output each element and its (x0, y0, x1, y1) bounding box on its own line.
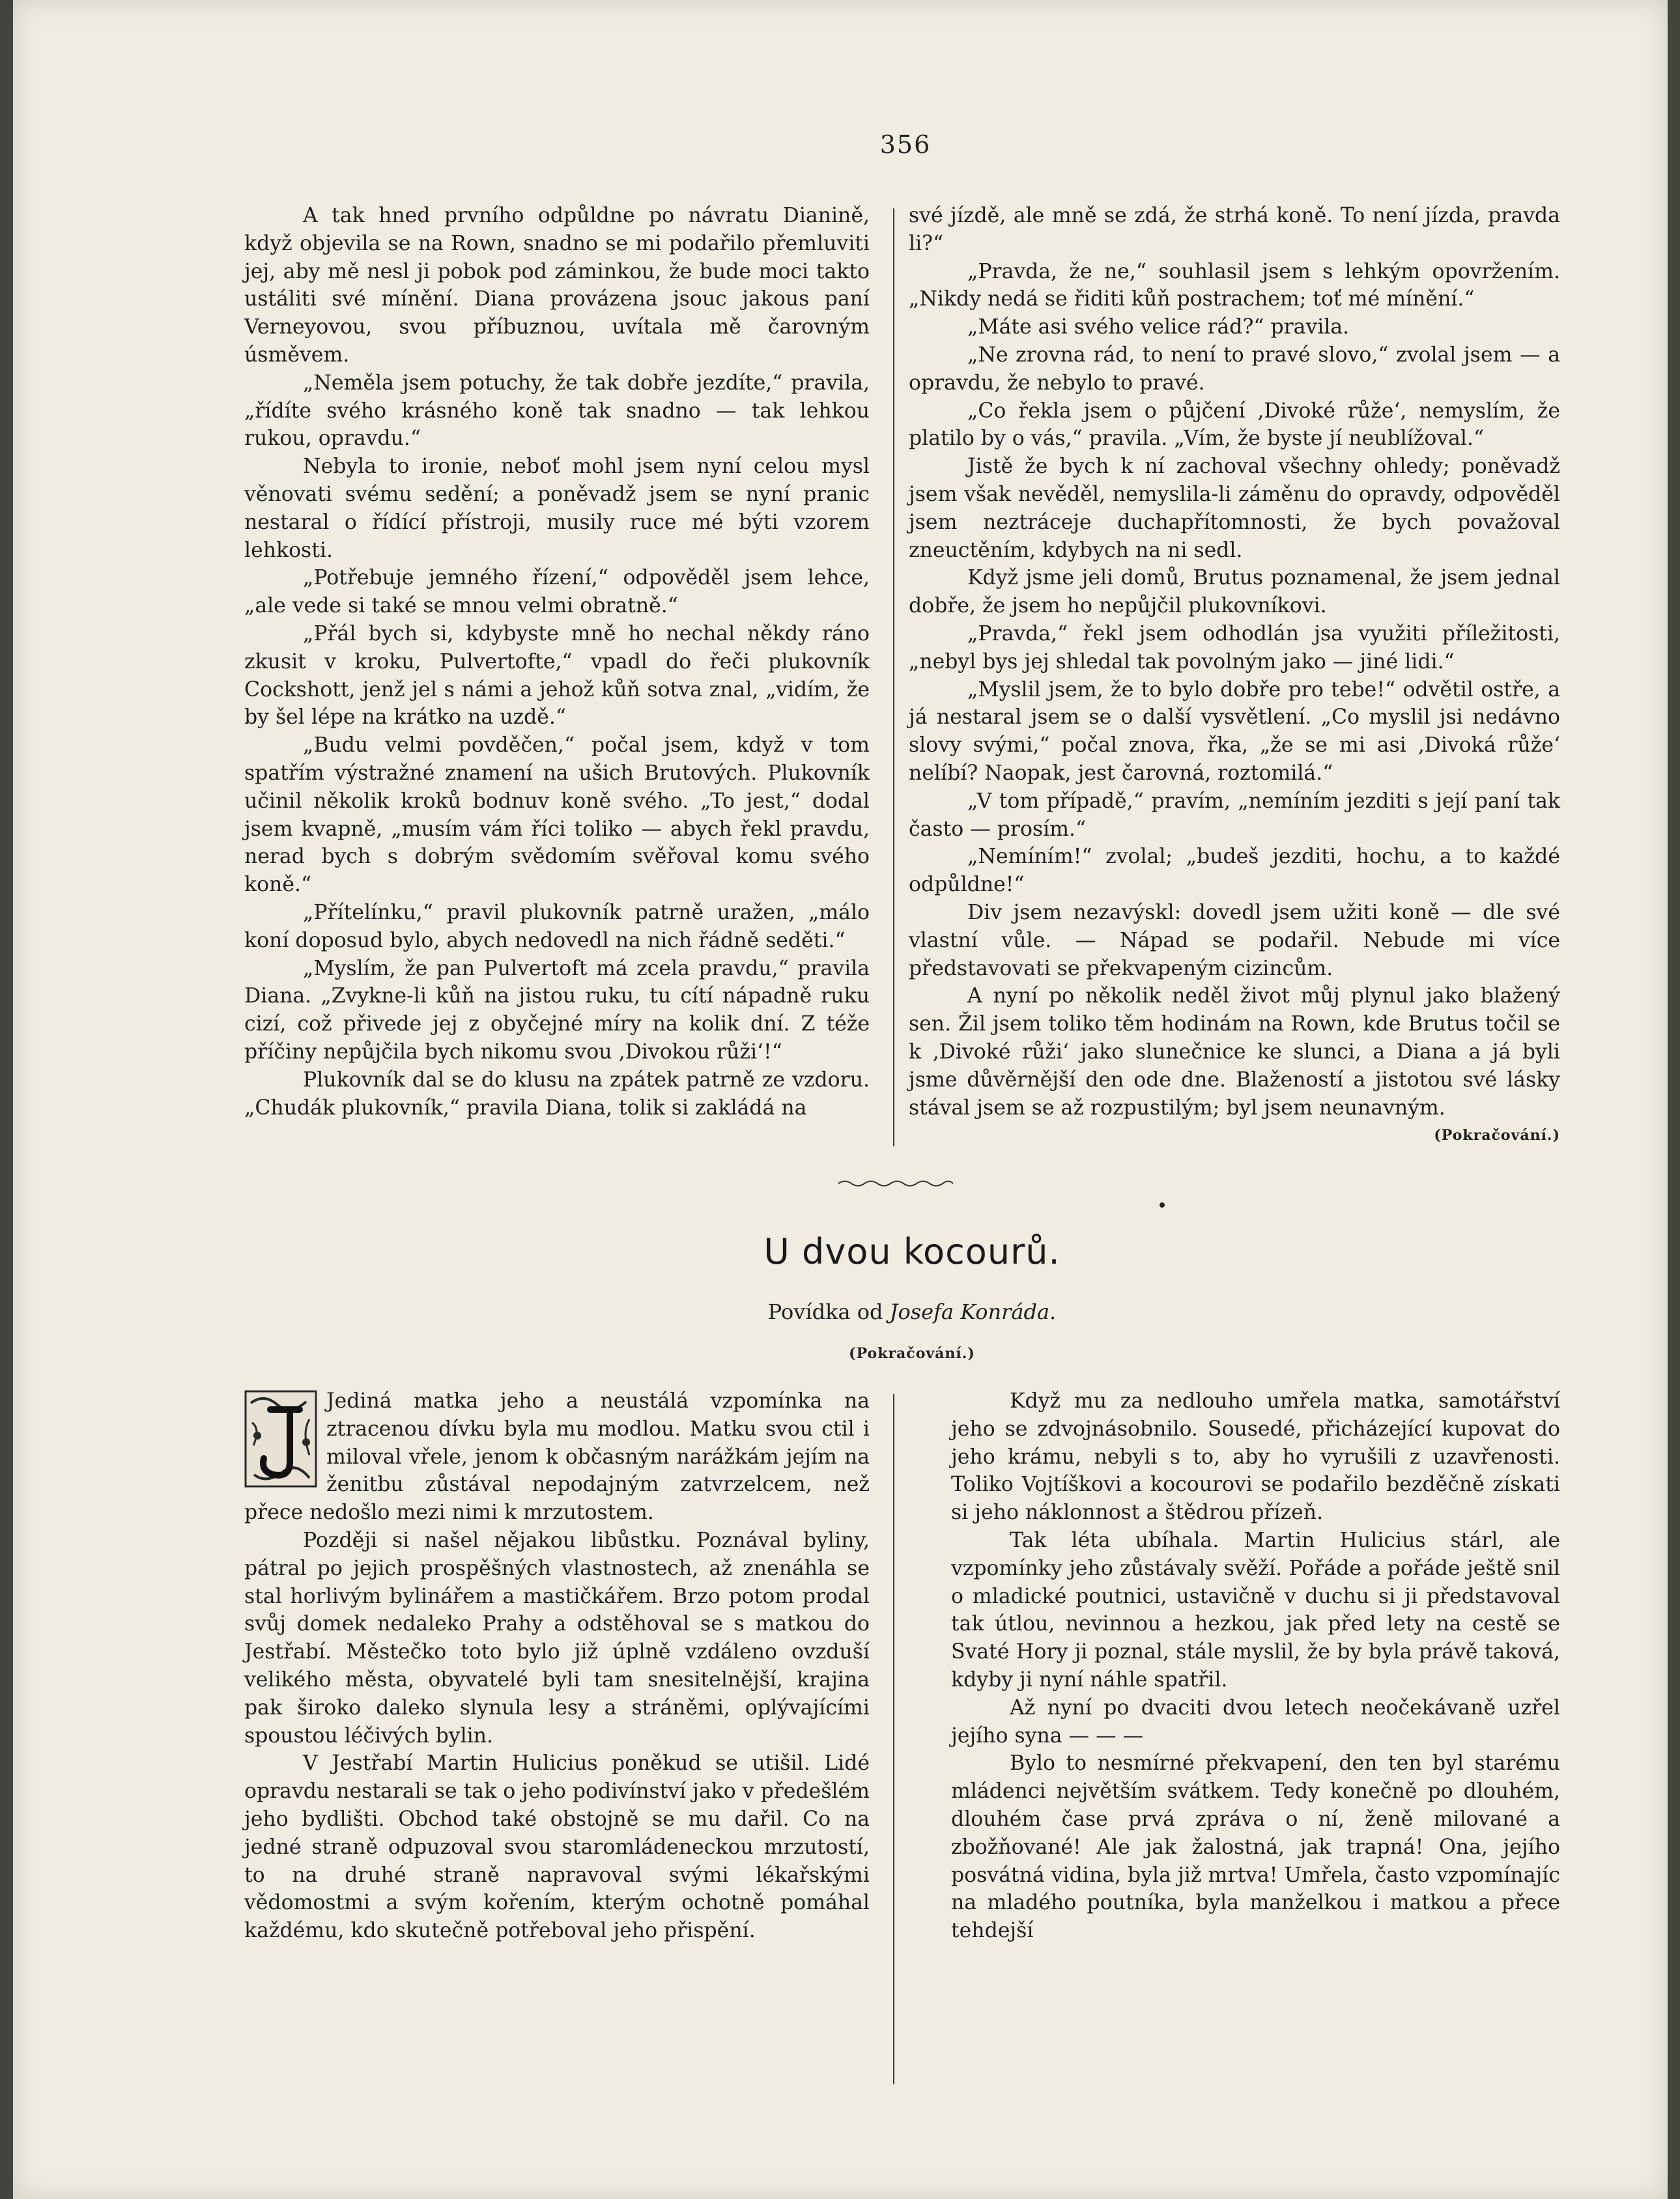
column-rule (893, 208, 894, 1146)
paragraph: Později si našel nějakou libůstku. Poznával byliny, pátral po jejich prospěšných vlastnostech, až znenáhla se stal horlivým bylinářem a mastičkářem. Brzo potom prodal svůj domek nedaleko Prahy a odstěhoval se s matkou do Jestřabí. Městečko toto bylo již úplně vzdáleno ovzduší velikého města, obyvatelé byli tam snesitelnější, krajina pak široko daleko slynula lesy a stráněmi, oplývajícími spoustou léčivých bylin. (244, 1528, 870, 1748)
paragraph: „Přál bych si, kdybyste mně ho nechal někdy ráno zkusit v kroku, Pulvertofte,“ vpadl do řeči plukovník Cockshott, jenž jel s námi a jehož kůň sotva znal, „vidím, že by šel lépe na krátko na uzdě.“ (244, 621, 870, 730)
paragraph: Nebyla to ironie, neboť mohl jsem nyní celou mysl věnovati svému sedění; a poněvadž jsem se nyní pranic nestaral o řídící přístroji, musily ruce mé býti vzorem lehkosti. (244, 455, 870, 562)
story-continuation: (Pokračování.) (849, 1345, 975, 1362)
paragraph: „Nemíním!“ zvolal; „budeš jezditi, hochu, a to každé odpůldne!“ (909, 845, 1560, 897)
paragraph: „Pravda,“ řekl jsem odhodlán jsa využiti příležitosti, „nebyl bys jej shledal tak povolným jako — jiné lidi.“ (909, 621, 1560, 674)
paragraph: „Pravda, že ne,“ souhlasil jsem s lehkým opovržením. „Nikdy nedá se řiditi kůň postrachem; toť mé mínění.“ (909, 259, 1560, 311)
paragraph: A tak hned prvního odpůldne po návratu Dianině, když objevila se na Rown, snadno se mi podařilo přemluviti jej, aby mě nesl ji pobok pod záminkou, že bude moci takto ustáliti své mínění. Diana provázena jsouc jakous paní Verneyovou, svou příbuznou, uvítala mě čarovným úsměvem. (244, 204, 870, 367)
paragraph: „Potřebuje jemného řízení,“ odpověděl jsem lehce, „ale vede si také se mnou velmi obratně.“ (244, 566, 870, 618)
story-title: U dvou kocourů. (763, 1231, 1061, 1272)
byline-prefix: Povídka od (767, 1299, 883, 1324)
book-page (13, 0, 1668, 2199)
paragraph: Plukovník dal se do klusu na zpátek patrně ze vzdoru. „Chudák plukovník,“ pravila Diana, tolik si zakládá na (244, 1068, 870, 1120)
story-byline (599, 1299, 1225, 1324)
column-right-bottom (951, 1387, 1560, 1945)
paragraph: „Myslil jsem, že to bylo dobře pro tebe!“ odvětil ostře, a já nestaral jsem se o další vysvětlení. „Co myslil jsi nedávno slovy svými,“ počal znova, řka, „že se mi asi ‚Divoká růže‘ nelíbí? Naopak, jest čarovná, roztomilá.“ (909, 677, 1560, 785)
paragraph: „Máte asi svého velice rád?“ pravila. (967, 315, 1350, 339)
continuation-note: (Pokračování.) (1434, 1127, 1560, 1144)
paragraph: Když jsme jeli domů, Brutus poznamenal, že jsem jednal dobře, že jsem ho nepůjčil plukovníkovi. (909, 566, 1560, 618)
paragraph: své jízdě, ale mně se zdá, že strhá koně. To není jízda, pravda li?“ (909, 204, 1560, 255)
column-rule (893, 1394, 894, 2084)
paragraph: Jistě že bych k ní zachoval všechny ohledy; poněvadž jsem však nevěděl, nemyslila-li záměnu do opravdy, odpověděl jsem neztráceje duchapřítomnosti, že bych považoval zneuctěním, kdybych na ni sedl. (909, 455, 1560, 562)
column-left-bottom (244, 1387, 870, 1945)
paragraph: Bylo to nesmírné překvapení, den ten byl starému mládenci největším svátkem. Tedy konečně po dlouhém, dlouhém čase prvá zpráva o ní, ženě milované a zbožňované! Ale jak žalostná, jak trapná! Ona, jejího posvátná vidina, byla již mrtva! Umřela, často vzpomínajíc na mladého poutníka, byla manželkou i matkou a přece tehdejší (951, 1752, 1560, 1943)
paragraph: Div jsem nezavýskl: dovedl jsem užiti koně — dle své vlastní vůle. — Nápad se podařil. Nebude mi více představovati se překvapeným cizincům. (909, 900, 1560, 980)
paragraph: „Myslím, že pan Pulvertoft má zcela pravdu,“ pravila Diana. „Zvykne-li kůň na jistou ruku, tu cítí nápadně ruku cizí, což přivede jej z obyčejné míry na kolik dní. Z téže příčiny nepůjčila bych nikomu svou ‚Divokou růži‘!“ (244, 956, 870, 1064)
page-number: 356 (879, 130, 932, 159)
wavy-divider (837, 1179, 954, 1188)
paragraph: Až nyní po dvaciti dvou letech neočekávaně uzřel jejího syna — — — (951, 1695, 1560, 1748)
paragraph: „Neměla jsem potuchy, že tak dobře jezdíte,“ pravila, „řídíte svého krásného koně tak snadno — tak lehkou rukou, opravdu.“ (244, 371, 870, 451)
paragraph: „Přítelínku,“ pravil plukovník patrně uražen, „málo koní doposud bylo, abych nedovedl na nich řádně seděti.“ (244, 900, 870, 952)
ink-dot (1160, 1202, 1165, 1208)
column-left-top (244, 202, 870, 1122)
column-right-top (909, 202, 1560, 1150)
paragraph: Jediná matka jeho a neustálá vzpomínka na ztracenou dívku byla mu modlou. Matku svou ctil i miloval vřele, jenom k občasným narážkám jejím na ženitbu zůstával nepodajným zatvrzelcem, než přece nedošlo mezi nimi k mrzutostem. (244, 1389, 870, 1525)
paragraph: Tak léta ubíhala. Martin Hulicius stárl, ale vzpomínky jeho zůstávaly svěží. Pořáde a pořáde ještě snil o mladické poutnici, ustavičně v duchu si ji představoval tak útlou, nevinnou a hezkou, jak před lety na cestě se Svaté Hory ji poznal, stále myslil, že by byla právě taková, kdyby ji nyní náhle spatřil. (951, 1528, 1560, 1692)
decorated-initial-icon (244, 1390, 317, 1488)
paragraph: A nyní po několik neděl život můj plynul jako blažený sen. Žil jsem toliko těm hodinám na Rown, kde Brutus točil se k ‚Divoké růži‘ jako slunečnice ke slunci, a Diana a já byli jsme důvěrnější den ode dne. Blažeností a jistotou své lásky stával jsem se až rozpustilým; byl jsem neunavným. (909, 984, 1560, 1120)
paragraph: „V tom případě,“ pravím, „nemíním jezditi s její paní tak často — prosím.“ (909, 789, 1560, 841)
continuation-row (909, 1122, 1560, 1150)
paragraph: Když mu za nedlouho umřela matka, samotářství jeho se zdvojnásobnilo. Sousedé, přicházející kupovat do jeho krámu, nebyli s to, aby ho vyrušili z uzavřenosti. Toliko Vojtíškovi a kocourovi se podařilo bezděčně získati si jeho náklonnost a štědrou přízeň. (951, 1389, 1560, 1525)
paragraph: „Budu velmi povděčen,“ počal jsem, když v tom spatřím výstražné znamení na ušich Brutových. Plukovník učinil několik kroků bodnuv koně svého. „To jest,“ dodal jsem kvapně, „musím vám říci toliko — abych řekl pravdu, nerad bych s dobrým svědomím svěřoval komu svého koně.“ (244, 733, 870, 897)
author-name: Josefa Konráda. (889, 1299, 1057, 1324)
paragraph: „Ne zrovna rád, to není to pravé slovo,“ zvolal jsem — a opravdu, že nebylo to pravé. (909, 343, 1560, 395)
paragraph: V Jestřabí Martin Hulicius poněkud se utišil. Lidé opravdu nestarali se tak o jeho podivínství jako v předešlém jeho bydlišti. Obchod také obstojně se mu dařil. Co na jedné straně odpuzoval svou staromládeneckou mrzutostí, to na druhé straně napravoval svými lékařskými vědomostmi a svým kořením, kterým ochotně pomáhal každému, kdo skutečně potřeboval jeho přispění. (244, 1752, 870, 1943)
paragraph: „Co řekla jsem o půjčení ‚Divoké růže‘, nemyslím, že platilo by o vás,“ pravila. „Vím, že byste jí neublížoval.“ (909, 399, 1560, 451)
